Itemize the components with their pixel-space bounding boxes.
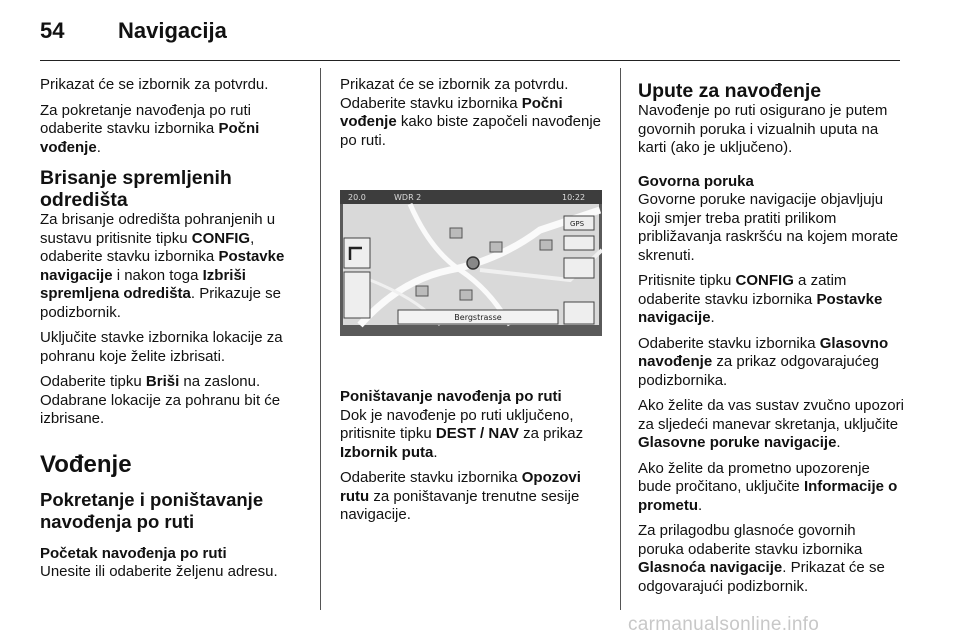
paragraph: Navođenje po ruti osigurano je putem govornih poruka i vizualnih uputa na karti (ako je uključeno). — [638, 102, 888, 156]
section-heading: Upute za navođenje — [638, 80, 822, 102]
chapter-heading: Vođenje — [40, 450, 132, 478]
section-heading: Brisanje spremljenih odredišta — [40, 167, 232, 211]
poi-marker — [490, 242, 502, 252]
paragraph: Odaberite stavku izbornika Opozovi rutu za poništavanje trenutne sesije navigacije. — [340, 469, 581, 523]
map-station: WDR 2 — [394, 193, 422, 202]
poi-marker — [450, 228, 462, 238]
paragraph: Ako želite da prometno upozorenje bude pročitano, uključite Informacije o prometu. — [638, 459, 898, 514]
column-right — [638, 76, 904, 603]
paragraph: Ako želite da vas sustav zvučno upozori za sljedeći manevar skretanja, uključite Glasovne poruke navigacije. — [638, 397, 904, 451]
street-name: Bergstrasse — [454, 313, 502, 322]
paragraph: Za pokretanje navođenja po ruti odaberite stavku izbornika Počni vođenje. — [40, 101, 260, 156]
paragraph: Prikazat će se izbornik za potvrdu. — [40, 76, 269, 93]
column-left — [40, 76, 308, 589]
turn-indicator-panel — [344, 238, 370, 268]
navigation-map-screenshot — [340, 190, 602, 336]
paragraph: Prikazat će se izbornik za potvrdu. Odaberite stavku izbornika Počni vođenje kako biste započeli navođenje po ruti. — [340, 76, 601, 149]
page-number: 54 — [40, 18, 65, 43]
map-clock: 10:22 — [562, 193, 586, 202]
poi-marker — [416, 286, 428, 296]
paragraph: Odaberite stavku izbornika Glasovno navođenje za prikaz odgovarajućeg podizbornika. — [638, 334, 889, 389]
watermark: carmanualsonline.info — [628, 614, 820, 635]
map-temperature: 20.0 — [348, 193, 366, 202]
paragraph: Za brisanje odredišta pohranjenih u sustavu pritisnite tipku CONFIG, odaberite stavku izbornika Postavke navigacije i nakon toga Izbriši spremljena odredišta. Prikazuje se podizbornik. — [40, 211, 285, 321]
vehicle-position-icon — [467, 257, 479, 269]
section-heading: Pokretanje i poništavanje navođenja po ruti — [40, 488, 264, 532]
map-side-button — [564, 236, 594, 250]
paragraph: Za prilagodbu glasnoće govornih poruka odaberite stavku izbornika Glasnoća navigacije. Prikazat će se odgovarajući podizbornik. — [638, 522, 885, 595]
column-divider-2 — [620, 68, 621, 610]
map-side-button — [564, 258, 594, 278]
poi-marker — [460, 290, 472, 300]
trip-info-panel — [344, 272, 370, 318]
subsection-heading: Govorna poruka — [638, 172, 754, 190]
subsection-heading: Poništavanje navođenja po ruti — [340, 388, 562, 405]
page-title: Navigacija — [118, 18, 227, 43]
paragraph: Odaberite tipku Briši na zaslonu. Odabrane lokacije za pohranu bit će izbrisane. — [40, 373, 281, 427]
paragraph: Dok je navođenje po ruti uključeno, pritisnite tipku DEST / NAV za prikaz Izbornik puta. — [340, 406, 584, 461]
column-middle-lower — [340, 388, 608, 532]
poi-marker — [540, 240, 552, 250]
column-middle — [340, 76, 608, 157]
header-divider — [40, 60, 900, 61]
paragraph: Govorne poruke navigacije objavljuju koji smjer treba pratiti prilikom približavanja raskršću na kojem morate skrenuti. — [638, 191, 899, 264]
map-mode-button — [564, 302, 594, 324]
subsection-heading: Početak navođenja po ruti — [40, 544, 227, 562]
paragraph: Pritisnite tipku CONFIG a zatim odaberite stavku izbornika Postavke navigacije. — [638, 272, 883, 326]
paragraph: Unesite ili odaberite željenu adresu. — [40, 563, 278, 580]
paragraph: Uključite stavke izbornika lokacije za pohranu koje želite izbrisati. — [40, 329, 283, 365]
gps-label: GPS — [570, 220, 585, 228]
column-divider-1 — [320, 68, 321, 610]
